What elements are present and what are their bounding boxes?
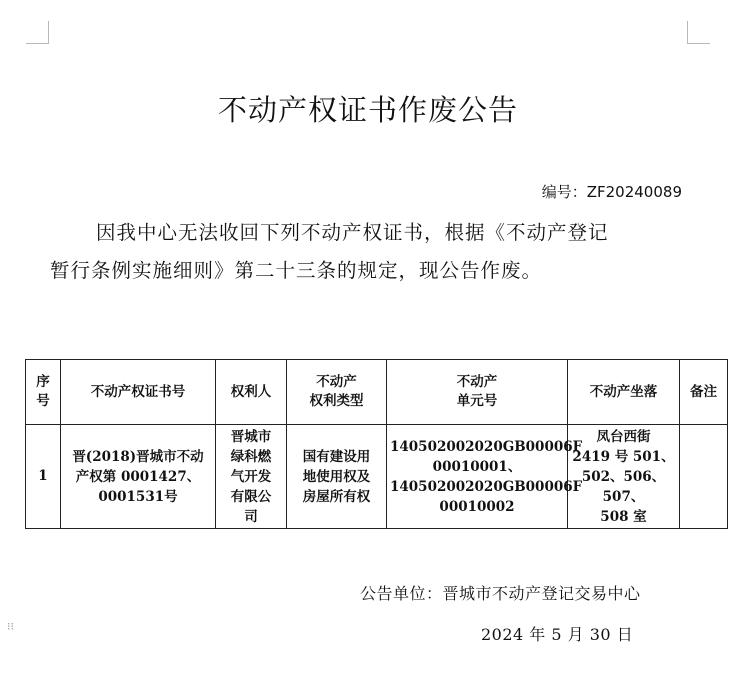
notice-paragraph (50, 214, 690, 290)
document-number: 编号：ZF20240089 (541, 183, 682, 201)
cell-remark (680, 425, 728, 529)
header-location: 不动产坐落 (568, 360, 680, 425)
cell-right-type: 国有建设用 地使用权及 房屋所有权 (287, 425, 387, 529)
page-corner-mark-top-left (26, 21, 49, 44)
header-seq: 序 号 (26, 360, 61, 425)
cell-cert-no: 晋(2018)晋城市不动 产权第 0001427、 0001531号 (61, 425, 216, 529)
header-remark: 备注 (680, 360, 728, 425)
cell-holder: 晋城市 绿科燃 气开发 有限公 司 (216, 425, 287, 529)
header-cert-no: 不动产权证书号 (61, 360, 216, 425)
paragraph-line-1: 因我中心无法收回下列不动产权证书，根据《不动产登记 (96, 221, 609, 244)
cell-seq: 1 (26, 425, 61, 529)
certificate-table (25, 359, 728, 529)
cell-location: 凤台西街 2419 号 501、 502、506、507、 508 室 (568, 425, 680, 529)
cell-unit-no: 140502002020GB00006F 00010001、 140502002020GB00006F 00010002 (387, 425, 568, 529)
header-holder: 权利人 (216, 360, 287, 425)
header-unit-no: 不动产 单元号 (387, 360, 568, 425)
paragraph-line-2: 暂行条例实施细则》第二十三条的规定，现公告作废。 (50, 259, 543, 282)
table-row (26, 425, 728, 529)
page-corner-mark-top-right (687, 21, 710, 44)
document-title: 不动产权证书作废公告 (217, 93, 518, 127)
header-right-type: 不动产 权利类型 (287, 360, 387, 425)
drag-handle-icon[interactable]: ⁝⁝ (7, 620, 14, 633)
issue-date: 2024 年 5 月 30 日 (481, 625, 634, 644)
issuing-organization: 公告单位：晋城市不动产登记交易中心 (360, 584, 641, 603)
table-header-row (26, 360, 728, 425)
